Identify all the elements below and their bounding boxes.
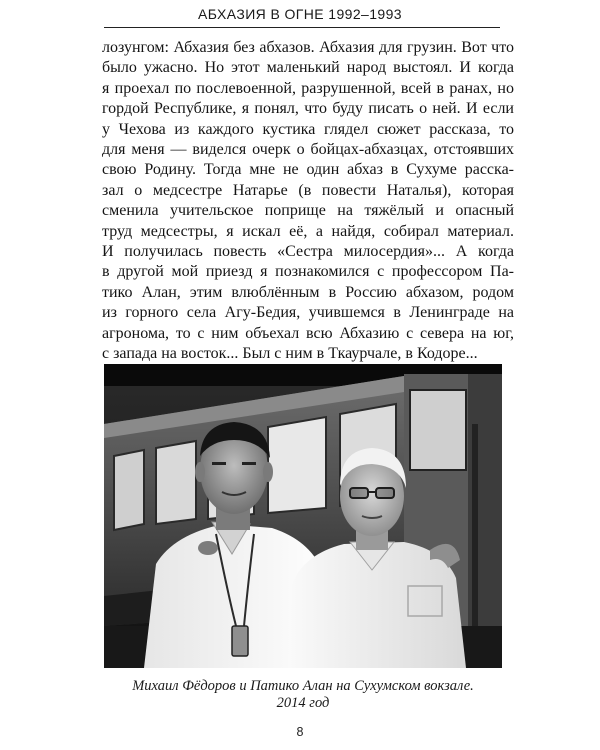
caption-line: Михаил Фёдоров и Патико Алан на Сухумском вокзале. (132, 678, 474, 694)
text-line: лозунгом: Абхазия без абхазов. Абхазия для грузин. Вот что (102, 39, 514, 56)
text-line: в другой мой приезд я познакомился с профессором Па- (102, 263, 514, 281)
text-line: агронома, то с ним объехал всю Абхазию с севера на юг, (102, 324, 514, 342)
caption-line: 2014 год (276, 695, 330, 711)
text-line: И получилась повесть «Сестра милосердия»... А когда (102, 243, 514, 261)
text-line: тико Алан, этим влюблённым в Россию абхазом, родом (102, 283, 514, 301)
text-line: я проехал по послевоенной, разрушенной, всей в ранах, но (102, 79, 514, 97)
body-text (102, 38, 514, 365)
page-number: 8 (296, 725, 304, 739)
text-line: труд медсестры, я искал её, а найдя, собирал материал. (102, 222, 514, 240)
photo-caption (104, 678, 502, 712)
text-line: было ужасно. Но этот маленький народ выстоял. И когда (102, 59, 514, 77)
text-line: сменила учительское поприще на тяжёлый и опасный (102, 202, 514, 220)
running-header: АБХАЗИЯ В ОГНЕ 1992–1993 (198, 6, 402, 22)
text-line: для меня — виделся очерк о бойцах-абхазцах, отстоявших (102, 141, 514, 159)
text-line: из горного села Агу-Бедия, учившемся в Ленинграде на (102, 304, 514, 322)
photo-station (104, 364, 502, 668)
text-line: гордой Республике, я понял, что буду писать о ней. И если (102, 100, 514, 118)
text-line: с запада на восток... Был с ним в Ткаурчале, в Кодоре... (102, 345, 478, 363)
text-line: зал о медсестре Натарье (в повести Наталья), которая (102, 181, 514, 199)
text-line: у Чехова из каждого кустика глядел сюжет рассказа, то (102, 120, 514, 138)
header-rule (104, 27, 500, 28)
text-line: свою Родину. Тогда мне не один абхаз в Сухуме расска- (102, 161, 514, 179)
